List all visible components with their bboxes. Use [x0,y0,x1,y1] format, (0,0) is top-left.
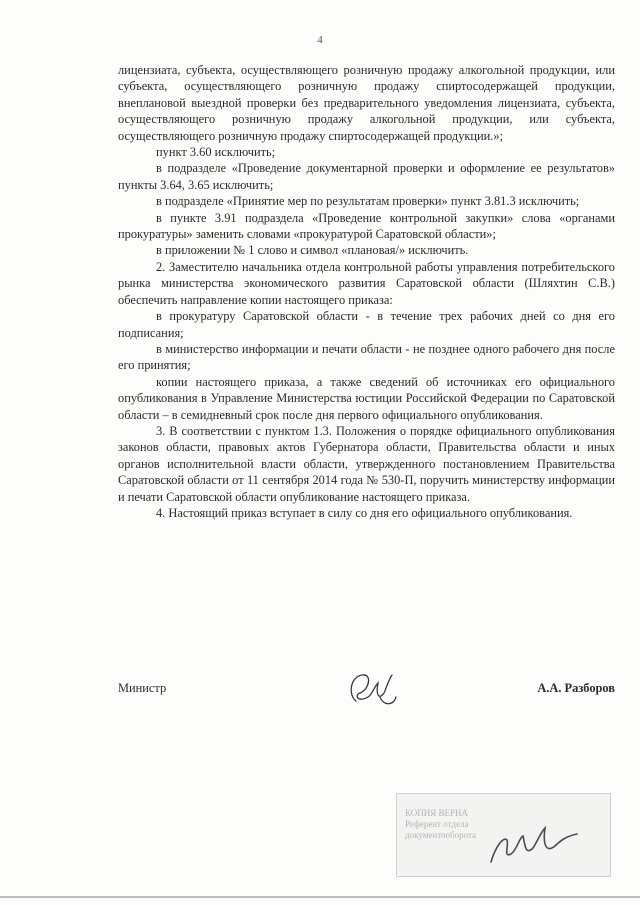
minister-name: А.А. Разборов [537,681,615,695]
paragraph-point-3: 3. В соответствии с пунктом 1.3. Положения о порядке официального опубликования законов области, правовых актов Губернатора области, Правительства области и иных органов исполнительной власти области, утвержденного постановлением Правительства Саратовской области от 11 сентября 2014 года № 530-П, поручить министерству информации и печати Саратовской области опубликование настоящего приказа. [118,423,615,504]
paragraph-item: копии настоящего приказа, а также сведений об источниках его официального опубликования в Управление Министерства юстиции Российской Федерации по Саратовской области – в семидневный срок после дня первого официального опубликования. [118,374,615,422]
stamp-line: Референт отдела [405,819,469,829]
document-body [118,62,615,521]
paragraph-point-4: 4. Настоящий приказ вступает в силу со дня его официального опубликования. [156,505,573,520]
stamp-line: документооборота [405,830,477,840]
paragraph-item: в приложении № 1 слово и символ «плановая/» исключить. [156,243,469,258]
certification-stamp [396,793,611,877]
paragraph-item: в прокуратуру Саратовской области - в течение трех рабочих дней со дня его подписания; [118,309,615,340]
page-number: 4 [317,34,323,46]
paragraph-item: в подразделе «Принятие мер по результатам проверки» пункт 3.81.3 исключить; [156,194,580,209]
paragraph-item: в министерство информации и печати области - не позднее одного рабочего дня после его принятия; [118,341,615,373]
handwritten-signature [342,667,400,711]
paragraph-item: в пункте 3.91 подраздела «Проведение контрольной закупки» слова «органами прокуратуры» заменить словами «прокуратурой Саратовской области»; [118,210,615,242]
paragraph-continuation: лицензиата, субъекта, осуществляющего розничную продажу алкогольной продукции, или субъекта, осуществляющего розничную продажу спиртосодержащей продукции, внеплановой выездной проверки без предварительного уведомления лицензиата, субъекта, осуществляющего розничную продажу алкогольной продукции, или субъекта, осуществляющего розничную продажу спиртосодержащей продукции.»; [118,63,615,143]
scan-edge [0,896,640,898]
paragraph-item: в подразделе «Проведение документарной проверки и оформление ее результатов» пункты 3.64, 3.65 исключить; [118,161,615,192]
minister-title: Министр [118,681,167,695]
paragraph-item: пункт 3.60 исключить; [156,145,276,160]
paragraph-point-2: 2. Заместителю начальника отдела контрольной работы управления потребительского рынка министерства экономического развития Саратовской области (Шляхтин С.В.) обеспечить направление копии настоящего приказа: [118,259,615,307]
stamp-line: КОПИЯ ВЕРНА [405,808,469,818]
stamp-signature [481,818,591,874]
